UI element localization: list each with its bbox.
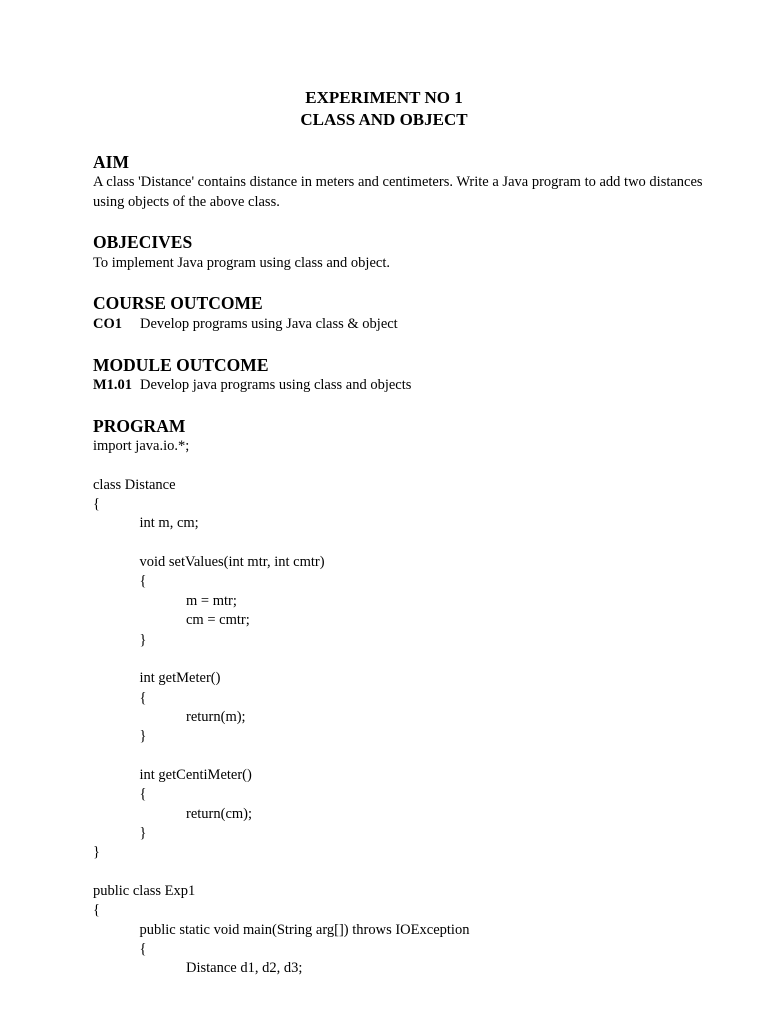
experiment-subtitle: CLASS AND OBJECT: [300, 110, 468, 129]
code-line: {: [93, 496, 100, 513]
code-line: public class Exp1: [93, 883, 196, 900]
code-line: {: [139, 689, 147, 706]
code-line: }: [139, 825, 147, 841]
course-outcome-heading: COURSE OUTCOME: [93, 293, 263, 313]
code-line: {: [139, 941, 147, 958]
code-line: {: [93, 902, 100, 919]
module-outcome-heading: MODULE OUTCOME: [93, 355, 269, 375]
module-outcome-text: Develop java programs using class and objects: [140, 377, 412, 393]
code-line: class Distance: [93, 476, 176, 493]
code-line: }: [139, 631, 147, 648]
code-line: {: [139, 573, 147, 590]
aim-heading: AIM: [93, 152, 129, 172]
code-line: m = mtr;: [186, 592, 237, 609]
code-line: return(m);: [186, 708, 246, 725]
course-outcome-text: Develop programs using Java class & object: [140, 316, 398, 332]
code-line: int getMeter(): [139, 670, 221, 687]
code-line: int m, cm;: [139, 515, 199, 532]
code-line: cm = cmtr;: [186, 612, 250, 629]
code-line: {: [139, 786, 147, 803]
code-line: }: [139, 728, 147, 745]
code-line: int getCentiMeter(): [139, 766, 252, 783]
module-outcome-code: M1.01: [93, 377, 133, 393]
objectives-heading: OBJECIVES: [93, 232, 193, 252]
code-line: public static void main(String arg[]) throws IOException: [139, 921, 470, 938]
code-line: void setValues(int mtr, int cmtr): [139, 554, 325, 571]
course-outcome-code: CO1: [93, 316, 122, 332]
objectives-text: To implement Java program using class and object.: [93, 255, 390, 271]
module-outcome-row: [93, 376, 411, 395]
aim-text: A class 'Distance' contains distance in meters and centimeters. Write a Java program to add two distances using objects of the above class.: [93, 174, 703, 210]
experiment-title: EXPERIMENT NO 1: [305, 88, 463, 107]
code-line: return(cm);: [186, 805, 253, 822]
code-line: }: [93, 844, 100, 861]
course-outcome-row: [93, 315, 398, 334]
code-line: Distance d1, d2, d3;: [186, 960, 303, 977]
program-heading: PROGRAM: [93, 416, 186, 436]
code-line: import java.io.*;: [93, 438, 190, 454]
